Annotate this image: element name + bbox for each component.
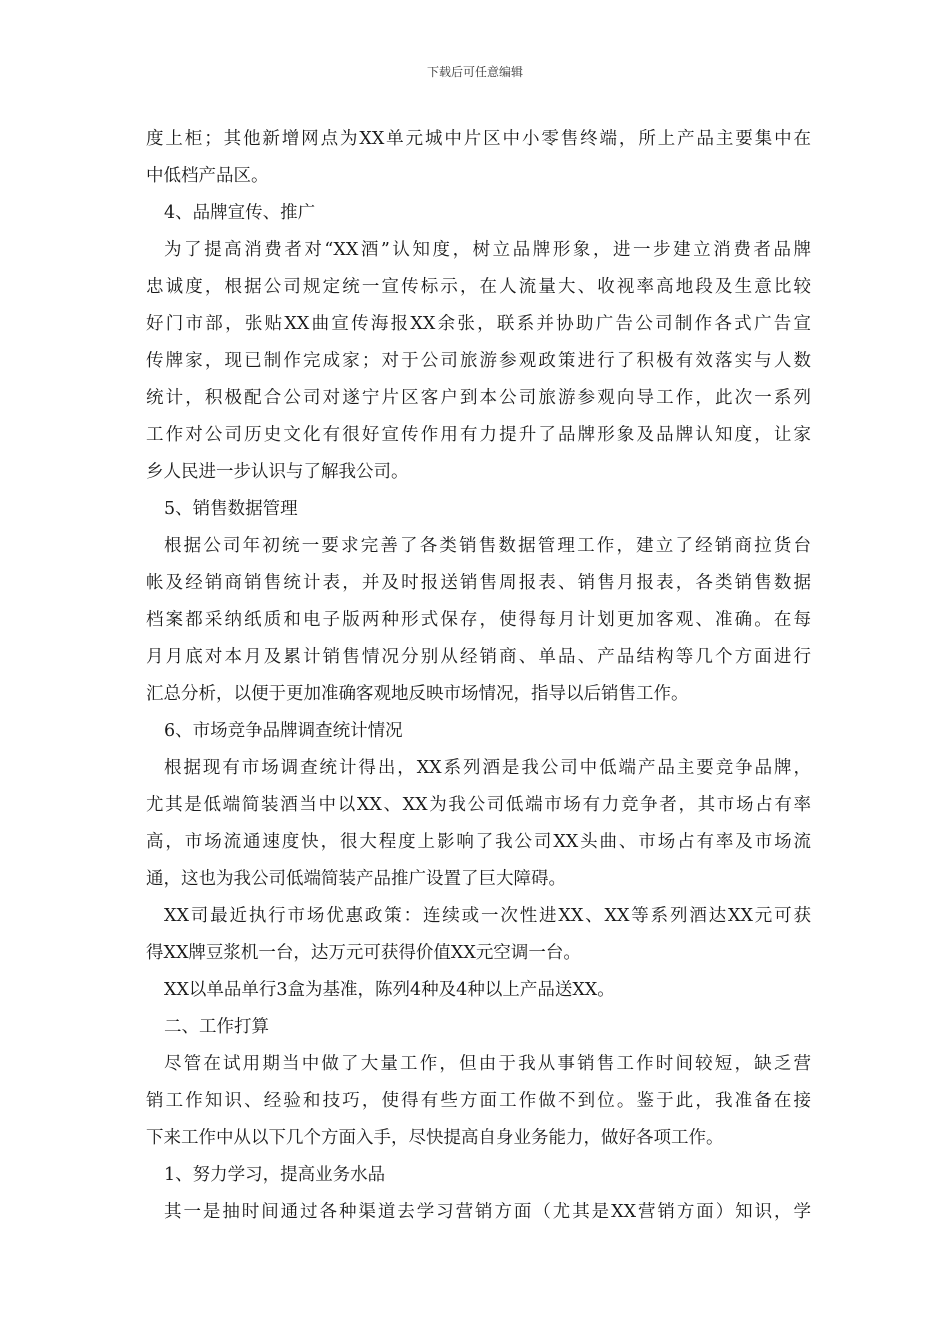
text-line: 忠诚度，根据公司规定统一宣传标示，在人流量大、收视率高地段及生意比较	[146, 277, 811, 297]
text-line: 尤其是低端简装酒当中以XX、XX为我公司低端市场有力竞争者，其市场占有率	[146, 795, 811, 815]
section-heading: 1、努力学习，提高业务水品	[164, 1165, 386, 1185]
text-line: 得XX牌豆浆机一台，达万元可获得价值XX元空调一台。	[146, 943, 581, 963]
text-line: 中低档产品区。	[146, 166, 269, 186]
text-line: 档案都采纳纸质和电子版两种形式保存，使得每月计划更加客观、准确。在每	[146, 610, 811, 630]
text-line: 通，这也为我公司低端简装产品推广设置了巨大障碍。	[146, 869, 566, 889]
document-body	[146, 121, 811, 1231]
text-line: 尽管在试用期当中做了大量工作，但由于我从事销售工作时间较短，缺乏营	[164, 1054, 811, 1074]
text-line: 乡人民进一步认识与了解我公司。	[146, 462, 409, 482]
text-line: XX以单品单行3盒为基准，陈列4种及4种以上产品送XX。	[164, 980, 615, 1000]
text-line: 月月底对本月及累计销售情况分别从经销商、单品、产品结构等几个方面进行	[146, 647, 811, 667]
text-line: 其一是抽时间通过各种渠道去学习营销方面（尤其是XX营销方面）知识，学	[164, 1202, 811, 1222]
text-line: 统计，积极配合公司对遂宁片区客户到本公司旅游参观向导工作，此次一系列	[146, 388, 811, 408]
page-header: 下载后可任意编辑	[426, 65, 523, 79]
section-heading: 二、工作打算	[164, 1017, 269, 1037]
text-line: 帐及经销商销售统计表，并及时报送销售周报表、销售月报表，各类销售数据	[146, 573, 811, 593]
text-line: 好门市部，张贴XX曲宣传海报XX余张，联系并协助广告公司制作各式广告宣	[146, 314, 811, 334]
text-line: 度上柜；其他新增网点为XX单元城中片区中小零售终端，所上产品主要集中在	[146, 129, 811, 149]
text-line: 工作对公司历史文化有很好宣传作用有力提升了品牌形象及品牌认知度，让家	[146, 425, 811, 445]
text-line: 下来工作中从以下几个方面入手，尽快提高自身业务能力，做好各项工作。	[146, 1128, 724, 1148]
section-heading: 6、市场竞争品牌调查统计情况	[164, 721, 403, 741]
text-line: XX司最近执行市场优惠政策：连续或一次性进XX、XX等系列酒达XX元可获	[164, 906, 811, 926]
text-line: 高，市场流通速度快，很大程度上影响了我公司XX头曲、市场占有率及市场流	[146, 832, 811, 852]
text-line: 传牌家，现已制作完成家；对于公司旅游参观政策进行了积极有效落实与人数	[146, 351, 811, 371]
text-line: 销工作知识、经验和技巧，使得有些方面工作做不到位。鉴于此，我准备在接	[146, 1091, 811, 1111]
text-line: 根据现有市场调查统计得出，XX系列酒是我公司中低端产品主要竞争品牌，	[164, 758, 811, 778]
text-line: 根据公司年初统一要求完善了各类销售数据管理工作，建立了经销商拉货台	[164, 536, 811, 556]
section-heading: 4、品牌宣传、推广	[164, 203, 316, 223]
text-line: 为了提高消费者对“XX酒”认知度，树立品牌形象，进一步建立消费者品牌	[164, 240, 811, 260]
section-heading: 5、销售数据管理	[164, 499, 298, 519]
text-line: 汇总分析，以便于更加准确客观地反映市场情况，指导以后销售工作。	[146, 684, 689, 704]
